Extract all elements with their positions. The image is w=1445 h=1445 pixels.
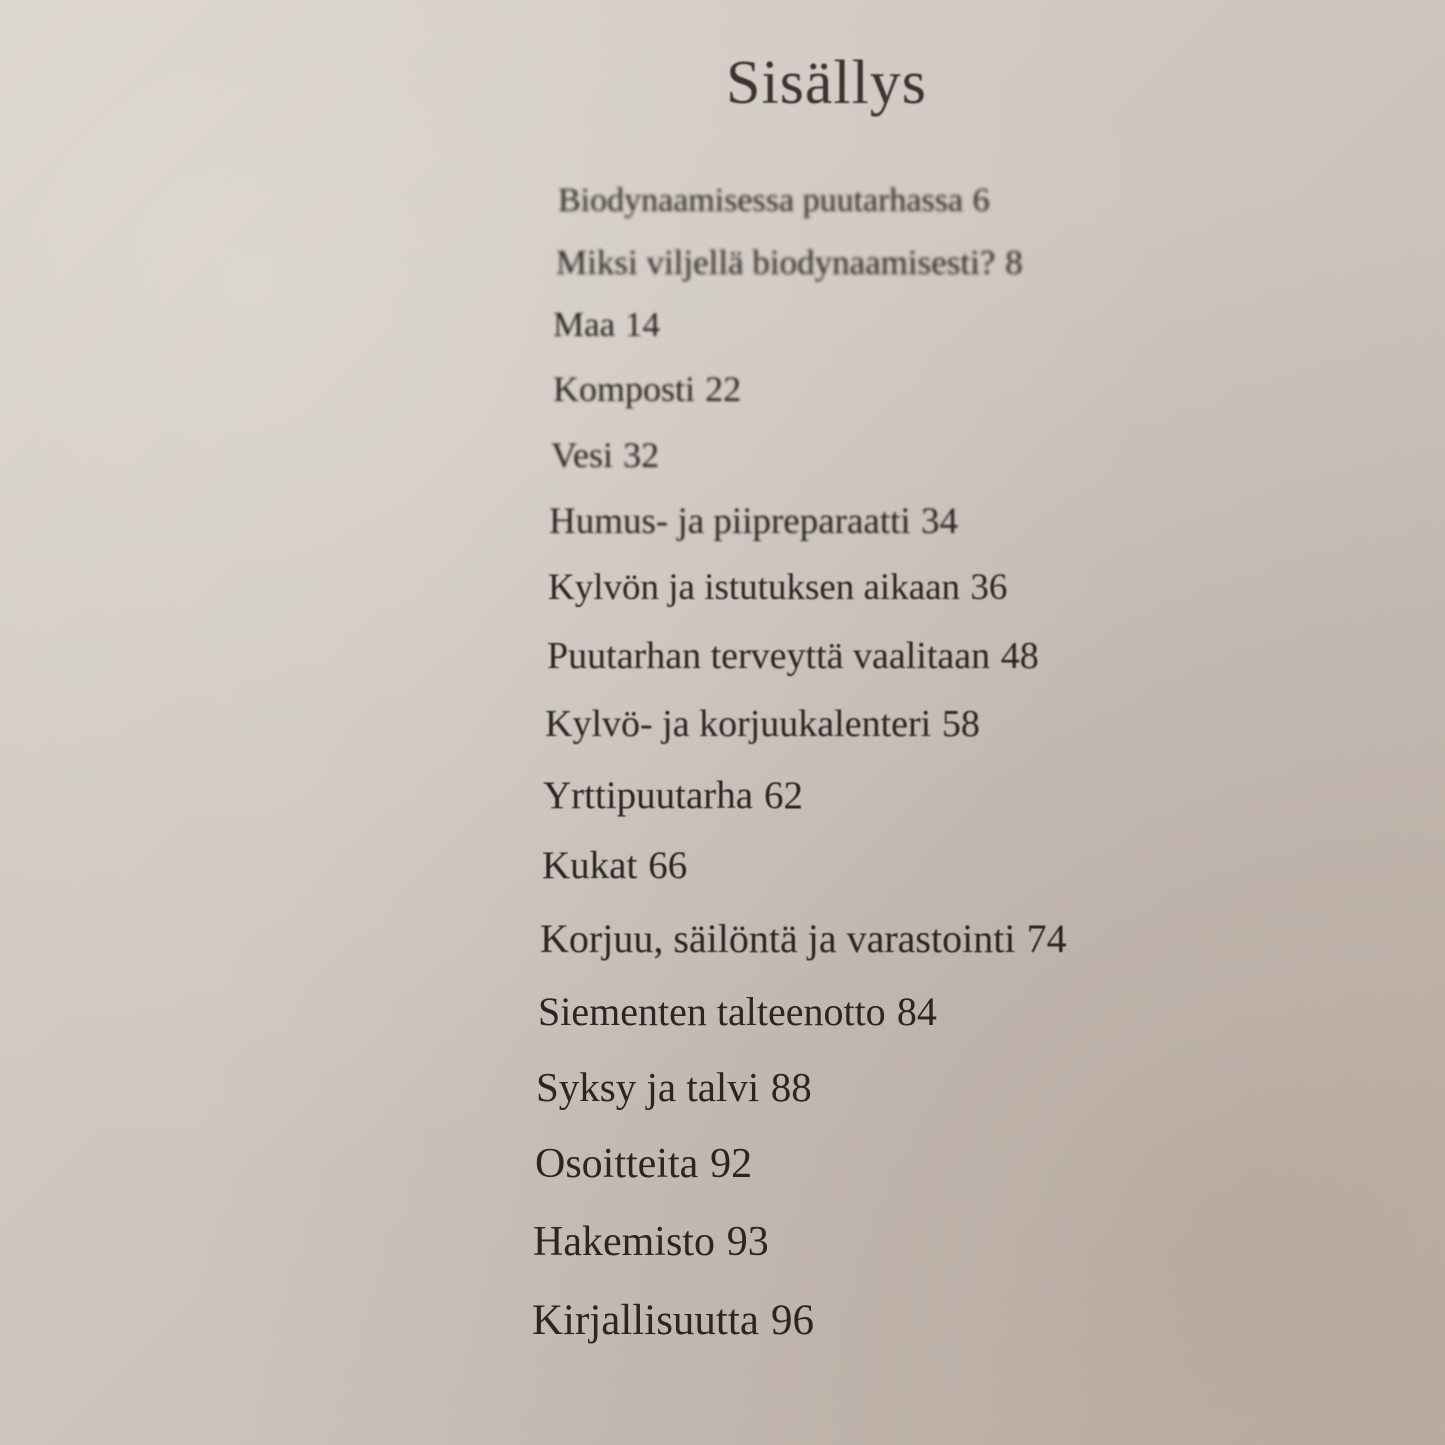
toc-entry-label: Miksi viljellä biodynaamisesti?	[556, 243, 996, 282]
page-title: Sisällys	[726, 49, 927, 117]
toc-entry	[542, 843, 687, 888]
toc-entry-page: 92	[710, 1141, 753, 1187]
toc-entry-label: Vesi	[551, 435, 613, 475]
toc-entry-label: Kylvö- ja korjuukalenteri	[545, 703, 932, 745]
toc-entry	[535, 1140, 752, 1188]
toc-entry-page: 88	[770, 1064, 812, 1110]
toc-entry	[545, 702, 980, 746]
toc-entry	[543, 773, 803, 818]
toc-entry	[551, 434, 659, 476]
toc-entry-page: 58	[941, 703, 980, 745]
toc-entry-page: 22	[705, 369, 742, 409]
toc-entry-page: 14	[625, 305, 660, 344]
toc-entry-page: 66	[648, 844, 688, 887]
toc-entry-page: 84	[896, 989, 937, 1034]
toc-entry-page: 74	[1026, 916, 1067, 961]
toc-entry	[533, 1218, 769, 1266]
toc-entry	[540, 915, 1067, 962]
toc-entry	[553, 368, 741, 410]
toc-entry-label: Humus- ja piipreparaatti	[549, 501, 911, 542]
toc-entry-label: Korjuu, säilöntä ja varastointi	[540, 916, 1016, 961]
toc-entry-label: Siementen talteenotto	[538, 989, 886, 1034]
toc-entry	[547, 634, 1039, 678]
toc-entry-label: Komposti	[553, 369, 696, 409]
toc-entry-label: Maa	[553, 305, 616, 344]
toc-entry	[549, 500, 958, 543]
toc-entry-label: Syksy ja talvi	[536, 1064, 760, 1110]
toc-entry	[553, 305, 660, 345]
toc-entry-label: Biodynaamisessa puutarhassa	[558, 182, 964, 219]
toc-entry-page: 32	[623, 435, 660, 475]
toc-entry-label: Kylvön ja istutuksen aikaan	[548, 567, 961, 608]
toc-entry-page: 8	[1005, 243, 1023, 282]
toc-entry-page: 34	[921, 501, 959, 542]
toc-entry-label: Yrttipuutarha	[543, 774, 754, 817]
toc-entry	[536, 1063, 812, 1111]
toc-entry-label: Kukat	[542, 844, 638, 887]
toc-entry-page: 96	[770, 1297, 814, 1344]
toc-entry-page: 6	[972, 182, 990, 219]
toc-entry-page: 62	[764, 774, 804, 817]
toc-entry	[558, 182, 990, 220]
toc-entry-label: Kirjallisuutta	[532, 1297, 759, 1344]
toc-entry-label: Puutarhan terveyttä vaalitaan	[547, 635, 991, 677]
toc-entry	[556, 243, 1023, 283]
toc-entry-page: 48	[1000, 635, 1039, 677]
toc-entry-label: Hakemisto	[533, 1219, 715, 1265]
toc-entry-label: Osoitteita	[535, 1141, 699, 1187]
toc-entry	[548, 566, 1007, 609]
toc-entry-page: 36	[970, 567, 1008, 608]
toc-entry	[538, 988, 937, 1035]
toc-entry	[532, 1296, 814, 1345]
toc-entry-page: 93	[726, 1219, 769, 1265]
